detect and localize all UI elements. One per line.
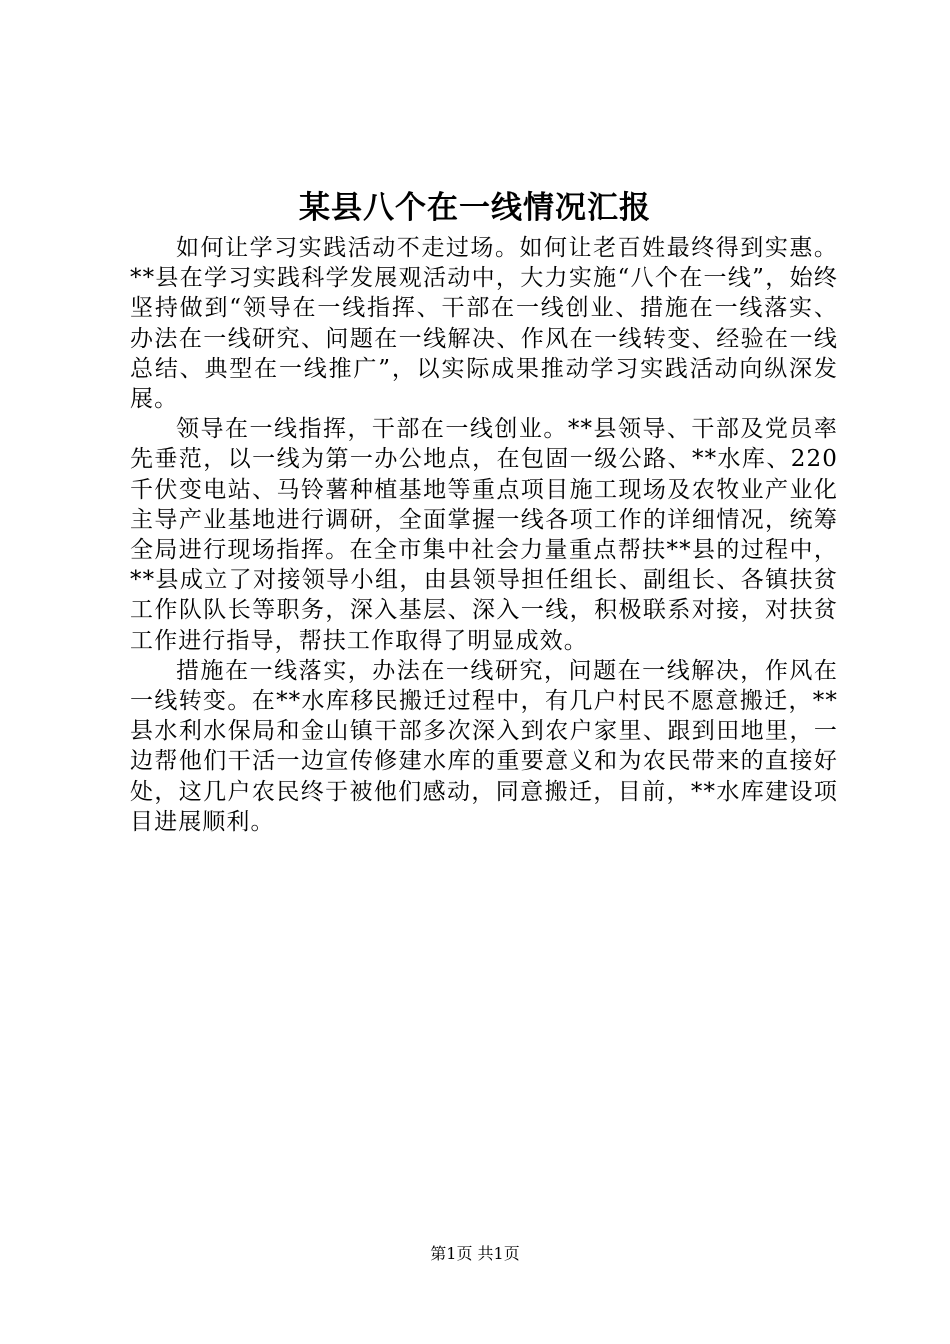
paragraph-1: 如何让学习实践活动不走过场。如何让老百姓最终得到实惠。**县在学习实践科学发展观活动中，大力实施“八个在一线”，始终坚持做到“领导在一线指挥、干部在一线创业、措施在一线落实、办法在一线研究、问题在一线解决、作风在一线转变、经验在一线总结、典型在一线推广”，以实际成果推动学习实践活动向纵深发展。 xyxy=(130,235,838,413)
document-title: 某县八个在一线情况汇报 xyxy=(299,190,651,226)
page-footer: 第1页 共1页 xyxy=(430,1244,520,1263)
paragraph-2: 领导在一线指挥，干部在一线创业。**县领导、干部及党员率先垂范，以一线为第一办公地点，在包固一级公路、**水库、220千伏变电站、马铃薯种植基地等重点项目施工现场及农牧业产业化主导产业基地进行调研，全面掌握一线各项工作的详细情况，统筹全局进行现场指挥。在全市集中社会力量重点帮扶**县的过程中，**县成立了对接领导小组，由县领导担任组长、副组长、各镇扶贫工作队队长等职务，深入基层、深入一线，积极联系对接，对扶贫工作进行指导，帮扶工作取得了明显成效。 xyxy=(130,416,838,654)
document-body xyxy=(130,233,838,837)
paragraph-3: 措施在一线落实，办法在一线研究，问题在一线解决，作风在一线转变。在**水库移民搬迁过程中，有几户村民不愿意搬迁，**县水利水保局和金山镇干部多次深入到农户家里、跟到田地里，一边帮他们干活一边宣传修建水库的重要意义和为农民带来的直接好处，这几户农民终于被他们感动，同意搬迁，目前，**水库建设项目进展顺利。 xyxy=(130,657,838,835)
